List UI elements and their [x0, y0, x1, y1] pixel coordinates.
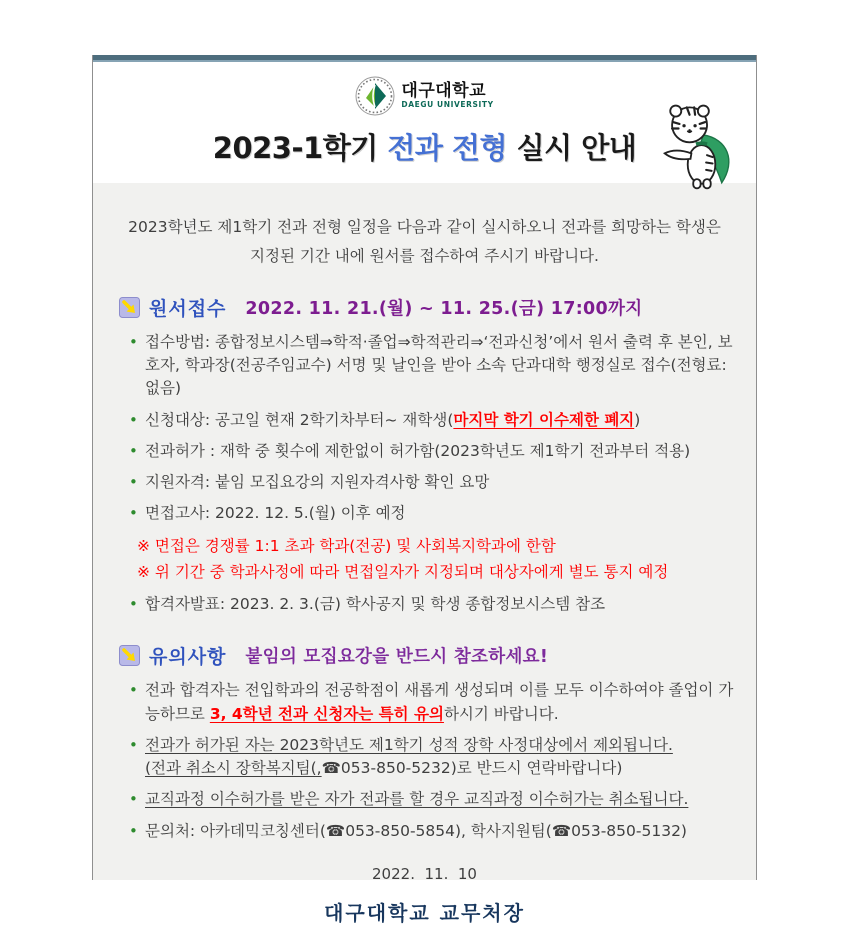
- highlight-red-underline: 3, 4학년 전과 신청자는 특히 유의: [209, 704, 444, 723]
- bullet-text: 신청대상: 공고일 현재 2학기차부터~ 재학생(: [145, 410, 454, 429]
- bullet-icon: •: [129, 441, 138, 460]
- list-item-eligible: [115, 409, 734, 432]
- list-item-interview: [115, 502, 734, 525]
- university-name-en: DAEGU UNIVERSITY: [401, 100, 494, 110]
- logo-text: [401, 80, 494, 110]
- list-item-scholarship: [115, 734, 734, 781]
- bullet-icon: •: [129, 595, 138, 614]
- bullet-text: 전과허가 : 재학 중 횟수에 제한없이 허가함(2023학년도 제1학기 전과부터 적용): [145, 441, 691, 460]
- signature: 대구대학교 교무처장: [324, 900, 525, 925]
- university-name: 대구대학교: [401, 80, 487, 101]
- section-title-application: 원서접수: [149, 297, 227, 320]
- list-item-teaching-course: [115, 788, 734, 811]
- bullet-icon: •: [129, 681, 138, 700]
- list-item-announcement: [115, 593, 734, 616]
- arrow-badge-icon: [119, 645, 140, 666]
- issue-date: 2022. 11. 10: [372, 864, 477, 883]
- document-body: [93, 183, 756, 925]
- bullet-text: 합격자발표: 2023. 2. 3.(금) 학사공지 및 학생 종합정보시스템 참조: [145, 595, 606, 614]
- bullet-icon: •: [129, 821, 138, 840]
- bullet-text: 문의처: 아카데믹코칭센터(☎053-850-5854), 학사지원팀(☎053-850-5132): [145, 821, 687, 840]
- bullet-text: 접수방법: 종합정보시스템⇒학적·졸업⇒학적관리⇒‘전과신청’에서 원서 출력 후 본인, 보호자, 학과장(전공주임교수) 서명 및 날인을 받아 소속 단과대학 행정실로 접수(전형료: 없음): [145, 332, 733, 398]
- underlined-text: 전과가 허가된 자는 2023학년도 제1학기 성적 장학 사정대상에서 제외됩니다.: [145, 735, 673, 754]
- highlight-red-underline: 마지막 학기 이수제한 폐지: [453, 410, 635, 429]
- bullet-icon: •: [129, 473, 138, 492]
- bullet-text: 전과 합격자는 전입학과의 전공학점이 새롭게 생성되며 이를 모두 이수하여야 졸업이 가능하므로: [145, 681, 734, 723]
- bullet-text: ☎053-850-5232)로 반드시 연락바랍니다): [321, 759, 623, 778]
- note-interview-scope: ※ 면접은 경쟁률 1:1 초과 학과(전공) 및 사회복지학과에 한함: [137, 536, 556, 555]
- caution-subtitle: 붙임의 모집요강을 반드시 참조하세요!: [245, 647, 549, 668]
- title-part3: 실시 안내: [506, 131, 637, 165]
- tiger-mascot-illustration: [650, 100, 742, 192]
- arrow-badge-icon: [119, 297, 140, 318]
- notice-document: [92, 55, 757, 925]
- title-part1: 2023-1학기: [212, 131, 388, 165]
- list-item-permission: [115, 440, 734, 463]
- list-item-credits: [115, 679, 734, 726]
- section-heading-application: [119, 294, 734, 321]
- list-item-contact: [115, 820, 734, 843]
- section-heading-caution: [119, 642, 734, 669]
- bullet-icon: •: [129, 332, 138, 351]
- bullet-icon: •: [129, 410, 138, 429]
- list-item-method: [115, 331, 734, 401]
- underlined-text: (전과 취소시 장학복지팀(,: [145, 759, 322, 778]
- section-title-caution: 유의사항: [149, 646, 227, 669]
- bullet-text: 지원자격: 붙임 모집요강의 지원자격사항 확인 요망: [145, 473, 490, 492]
- bullet-text: ): [634, 410, 641, 429]
- bullet-icon: •: [129, 790, 138, 809]
- bullet-icon: •: [129, 504, 138, 523]
- bullet-text: 면접고사: 2022. 12. 5.(월) 이후 예정: [145, 504, 406, 523]
- bullet-text: 하시기 바랍니다.: [443, 704, 559, 723]
- application-period: 2022. 11. 21.(월) ~ 11. 25.(금) 17:00까지: [245, 298, 643, 319]
- title-part2: 전과 전형: [387, 131, 507, 165]
- underlined-text: 교직과정 이수허가를 받은 자가 전과를 할 경우 교직과정 이수허가는 취소됩니다.: [145, 790, 689, 809]
- university-seal-icon: [355, 76, 395, 116]
- note-interview-schedule: ※ 위 기간 중 학과사정에 따라 면접일자가 지정되며 대상자에게 별도 통지 예정: [137, 563, 669, 582]
- document-header: [93, 62, 756, 183]
- bullet-icon: •: [129, 735, 138, 754]
- list-item-qualification: [115, 471, 734, 494]
- intro-paragraph: 2023학년도 제1학기 전과 전형 일정을 다음과 같이 실시하오니 전과를 희망하는 학생은 지정된 기간 내에 원서를 접수하여 주시기 바랍니다.: [128, 218, 721, 266]
